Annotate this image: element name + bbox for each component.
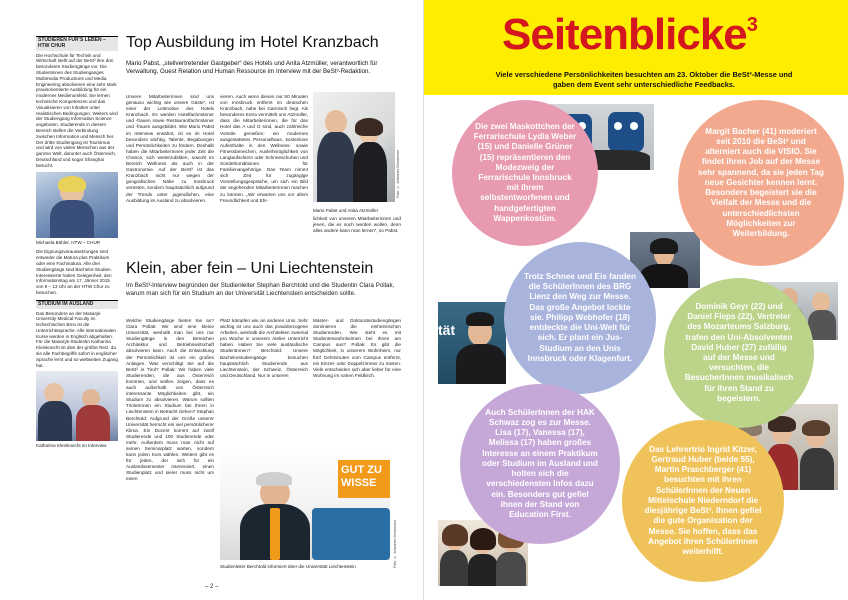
photo-hotel-caption: Mario Pabst und Anita Atzmüller <box>313 208 379 213</box>
circle-mozarteum: Dominik Geyr (22) und Daniel Fleps (22), Vertreter des Mozarteums Salzburg, trafen den Uni-Absolventen David Huber (27) zufällig auf der Messe und versuchten, die BesucherInnen musikalisch für ihren Stand zu begeistern. <box>664 278 814 428</box>
side-photo-caption: Michaela Bühler, HTW – CHUR <box>36 239 101 245</box>
side-photo-htw <box>36 172 118 238</box>
side-box-text: Die Hochschule für Technik und Wirtschaft stellt auf der BeSt³ ihre drei besonderen Studiengänge vor. Die Studentinnen des Studienganges Multimedia Productions und Media Engineering absolvieren eine sehr stark praxisorientierte Ausbildung für ein modernes Medienumfeld. Sie lernen technische Kompetenzen und das Visualisieren von Inhalten unter realistischen Bedingungen. Weiters wird der Studiengang Information Science angeboten. Studierende in diesem Bereich stellen die Verbindung zwischen Information und Mensch her. Der dritte Studiengang ist Tourismus und wird von vielen Menschen aus der ganzen Welt, darunter auch Österreich, Deutschland und sogar Shanghai besucht. <box>36 52 118 168</box>
section-subtitle: Viele verschiedene Persönlichkeiten besuchten am 23. Oktober die BeSt³-Messe und gaben dem Event sehr unterschiedliche Feedbacks. <box>495 70 793 89</box>
circle-hak-schwaz: Auch SchülerInnen der HAK Schwaz zog es zur Messe. Lisa (17), Vanessa (17), Melissa (17) haben großes Interesse an einem Praktikum oder Studium im Ausland und holten sich die verschiedensten Infos dazu ein. Besonders gut gefiel ihnen der Stand von Education First. <box>460 384 620 544</box>
photo-sign-text-2: tät <box>438 322 456 338</box>
photo-sign-text: GUT ZU WISSE <box>338 460 390 498</box>
photo-credit-2: Foto: © Johannes Giessmann <box>393 520 397 568</box>
side-photo-masaryk <box>36 371 118 441</box>
photo-uni-caption: Studienleiter Berchtold informiert über die Universität Liechtenstein <box>220 564 356 569</box>
header-band <box>424 0 848 95</box>
article-lead-liechtenstein: Im BeSt³-Interview begründen der Studienleiter Stephan Berchtold und die Studentin Clara Pollak, warum man sich für ein Studium an der Universität Liechtenstein entscheiden sollte. <box>126 282 395 297</box>
section-title: Seitenblicke$^3$ <box>502 10 757 59</box>
article-hotel-col-3: lichkeit von unseren Mitarbeiterinnen und jenen, die es noch werden wollen, denn alles andere kann man lernen“, so Pabst. <box>313 216 401 234</box>
right-page <box>424 0 848 600</box>
article-title-liechtenstein: Klein, aber fein – Uni Liechtenstein <box>126 260 374 277</box>
side-photo-caption-2: Katharina Kleinknecht im Interview <box>36 443 107 449</box>
article-title-hotel: Top Ausbildung im Hotel Kranzbach <box>126 34 379 51</box>
article-lead-hotel: Mario Pabst, „stellvertretender Gastgeber“ des Hotels und Anita Atzmüller, verantwortlich für Verwaltung, Guest Relation und Human Ressource im Interview mit der BeSt³-Redaktion. <box>126 60 378 75</box>
circle-teachers: Das Lehrertrio Ingrid Kitzer, Gertraud Huber (beide 55), Martin Praschberger (41) besuchten mit ihren SchülerInnen der Neuen Mittelschule Niederndorf die diesjährige BeSt³. Ihnen gefiel die gute Organisation der Messe. Sie hoffen, dass das Angebot ihren SchülerInnen weiterhilft. <box>622 420 784 582</box>
article-hotel-col-2: vieren. Auch wenn dieses nur 50 Minuten von Innsbruck entfernt im deutschen Kranzbach, nahe bei Garmisch liegt. Als besonderes Extra vermittelt uns Atzmüller, dass die Mitarbeiterinnen, die für das Hotel das A und O sind, auch zahlreiche Vorteile genießen: ein modernes ausgestattetes Personalhaus, kostenlose Aufenthalte in den Wellness- sowie Fitnessbereichen, Ausleihmöglichkeit von Langlaufschiern oder Schneeschuhen und Sonderkonditionen für Familienangehörige. Das Team nimmt sich Zeit für zugängige Vorstellungsgespräche, um sich ein Bild der angehenden MitarbeiterInnen machen zu können. „Wir erwarten uns vor allem Freundlichkeit und Ehr- <box>220 94 308 203</box>
article-hotel-col-1: Unsere Mitarbeiterinnen sind uns genauso wichtig wie unsere Gäste“, ist einer der Leitmotive des Hotels Kranzbach. Es werden Hotelfachmänner und -frauen sowie Restaurantfachmänner und -frauen ausgebildet. Wie Mario Pabst im Interview erwähnt, ist es im Hotel besonders wichtig, Talente, Begabungen und Persönlichkeiten zu fördern. Deshalb haben die MitarbeiterInnen jeder Zeit die Chance, sich weiterzubilden, sowohl im Bereich Wellness als auch in der Gastronomie. Auf der BeSt³ ist das Kranzbach nicht nur wegen der geografischen Nähe zu Innsbruck vertreten, sondern hauptsächlich aufgrund der Trends unter jugendlichen, eine Ausbildung im Ausland zu absolvieren. <box>126 94 214 203</box>
article-li-col-2: Platz kämpfen wie an anderen Unis. Sehr wichtig ist uns auch das praxisbezogene Arbeiten, weshalb die Architekten zweimal pro Woche in unserem Atelier Unterricht haben. Haben Sie viele ausländische StudentInnen? Berchtold: Unsere Bachelorstudiengänge besuchen hauptsächlich Studierende aus Liechtenstein, der Schweiz, Österreich und Deutschland. Nur in unseren <box>220 318 308 378</box>
circle-moderator: Margit Bacher (41) moderiert seit 2010 die BeSt³ und alterniert auch die VISIO. Sie findet ihren Job auf der Messe sehr spannend, da sie jeden Tag neue Gesichter kennen lernt. Besonders begeistert sie die Vielfalt der Messe und die unterschiedlichsten Möglichkeiten zur Weiterbildung. <box>678 100 844 266</box>
side-box-text-2: Die Eignungsvoraussetzungen sind entweder die Matura plus Praktikum oder eine Fachmatura. Alle drei Studiengänge sind Bachelor-Studien. Interessierte haben Gelegenheit, den Informationstag am 17. Jänner 2015 von 9 – 13 Uhr an der HTW Chur zu besuchen. <box>36 249 112 295</box>
photo-uni-liechtenstein <box>220 448 390 560</box>
photo-credit: Foto: © Johannes Giessmann <box>396 150 400 198</box>
article-li-col-3: Master- und Doktoratsstudiengängen dominieren die einheimischen Studierenden. Wie steht es mit Studentenwohnheimen bei Ihnen am Campus aus? Pollak: Es gibt die Möglichkeit, in unserem Wohnheim, nur fünf Gehminuten vom Campus entfernt, ein Einzel- oder Doppelzimmer zu mieten. Viele entscheiden sich aber lieber für eine Wohnung im nahen Feldkirch. <box>313 318 401 378</box>
side-box-text-3: Das Besondere an der Masaryk University Medical Faculty im tschechischen Brno ist die Unterrichtssprache: Alle internationalen Kurse werden in Englisch abgehalten. Für die Masaryk-Studentin Katharina Kleinknecht ist dies der größte Reiz, da sie alle Fachbegriffe sofort in englischer Sprache lernt und so weltweiten Zugang hat. <box>36 310 118 368</box>
circle-brg-lienz: Trotz Schnee und Eis fanden die SchülerInnen des BRG Lienz den Weg zur Messe. Das große Angebot lockte sie. Philipp Webhofer (18) entdeckte die Uni-Welt für sich. Er plant ein Jus-Studium an den Unis Innsbruck oder Klagenfurt. <box>504 242 656 394</box>
article-li-col-1: Welche Studiengänge bieten Sie an? Clara Pollak: Wir sind eine kleine Universität, weshalb man bei uns nur Studiengänge in den Bereichen Architektur und Betriebswirtschaft absolvieren kann. Auch die Entwicklung der Persönlichkeit ist uns ein großes Anliegen. Was verschlägt Sie auf die BeSt³ in Tirol? Pollak: Wir haben viele Studierenden, die aus Österreich kommen, und wollen zeigen, dass es auch außerhalb von Österreich interessante Möglichkeiten gibt, ein Studium zu absolvieren. Warum sollten TirolerInnen ein Studium bei Ihnen in Liechtenstein in Betracht ziehen? Stephan Berchtold: Aufgrund der Größe unserer Universität herrscht ein viel persönlicherer Klima. Ein Dozent kommt auf zwölf Studierende und 100 Studierende oder mehr. Außerdem muss man nicht auf seinen Seminarplatz warten, sondern kann jeden Kurs wählen. Weiters gibt es für jeden, der sich für ein Auslandssemester interessiert, einen Studienplatz und sie/er muss nicht um einen <box>126 318 214 482</box>
photo-student-lienz <box>438 302 506 384</box>
sidebar-column <box>36 36 118 453</box>
side-box-title-2: STUDIUM IM AUSLAND <box>36 300 118 309</box>
side-box-title: STUDIEREN FÜR’S LEBEN – HTW CHUR <box>36 36 118 51</box>
photo-hotel-team <box>313 92 395 202</box>
page-number: – 2 – <box>205 584 219 590</box>
circle-mascots: Die zwei Maskottchen der Ferrarischule Lydia Weber (15) und Danielle Grüner (15) repräsentieren den Modezweig der Ferrarischule Innsbruck mit ihrem selbstentworfenen und handgefertigten Wappenkostüm. <box>452 100 598 246</box>
